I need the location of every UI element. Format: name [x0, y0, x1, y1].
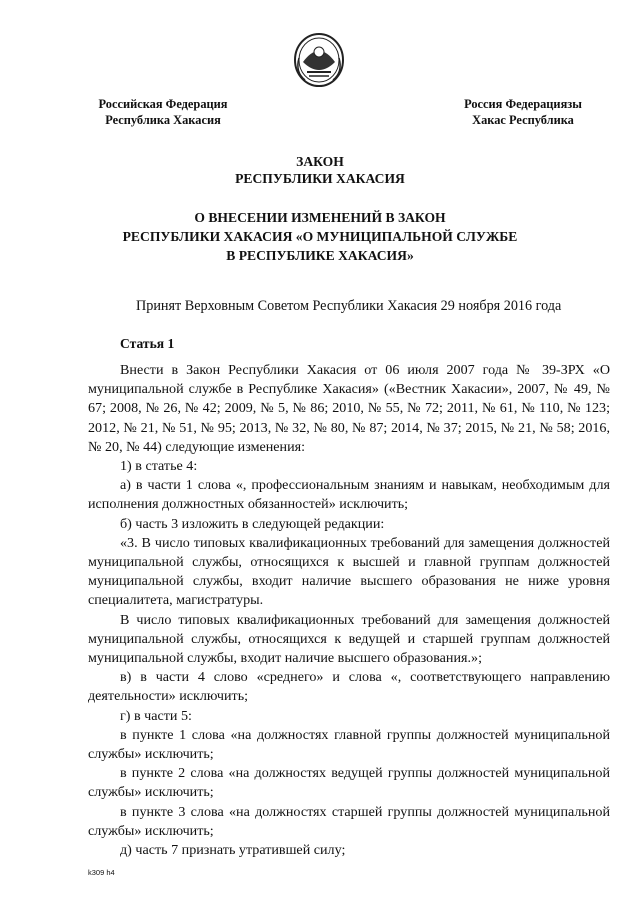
paragraph: в пункте 2 слова «на должностях ведущей группы должностей муниципальной службы» исключить;	[88, 765, 610, 801]
law-label-line2: РЕСПУБЛИКИ ХАКАСИЯ	[235, 171, 405, 186]
law-title-line1: О ВНЕСЕНИИ ИЗМЕНЕНИЙ В ЗАКОН	[194, 210, 446, 225]
paragraph: а) в части 1 слова «, профессиональным знаниям и навыкам, необходимым для исполнения должностных обязанностей» исключить;	[88, 477, 610, 513]
paragraph: 1) в статье 4:	[120, 458, 198, 475]
paragraph: Внести в Закон Республики Хакасия от 06 июля 2007 года № 39-ЗРХ «О муниципальной службе в Республике Хакасия» («Вестник Хакасии», 2007, № 49, № 67; 2008, № 26, № 42; 2009, № 5, № 86; 2010, № 55, № 72; 2011, № 61, № 110, № 123; 2012, № 21, № 51, № 95; 2013, № 32, № 80, № 87; 2014, № 37; 2015, № 21, № 58; 2016, № 20, № 44) следующие изменения:	[88, 362, 610, 455]
header-right	[448, 96, 598, 128]
article-heading: Статья 1	[120, 336, 175, 351]
header-right-republic: Хакас Республика	[472, 113, 574, 127]
header-left	[88, 96, 238, 128]
header-left-republic: Республика Хакасия	[105, 113, 221, 127]
adoption-statement: Принят Верховным Советом Республики Хакасия 29 ноября 2016 года	[136, 298, 562, 314]
law-title-line3: В РЕСПУБЛИКЕ ХАКАСИЯ»	[226, 248, 414, 263]
law-label	[60, 153, 580, 187]
law-label-line1: ЗАКОН	[296, 154, 344, 169]
law-title	[60, 208, 580, 265]
paragraph: «3. В число типовых квалификационных требований для замещения должностей муниципальной службы, относящихся к высшей и главной группам должностей муниципальной службы, входит наличие высшего образования не ниже уровня специалитета, магистратуры.	[88, 534, 610, 609]
document-code: k309 h4	[88, 868, 115, 877]
header-left-country: Российская Федерация	[98, 97, 228, 111]
paragraph: г) в части 5:	[120, 707, 192, 724]
paragraph: д) часть 7 признать утратившей силу;	[120, 842, 346, 859]
law-title-line2: РЕСПУБЛИКИ ХАКАСИЯ «О МУНИЦИПАЛЬНОЙ СЛУЖБЕ	[122, 229, 518, 244]
paragraph: в пункте 3 слова «на должностях старшей группы должностей муниципальной службы» исключить;	[88, 803, 610, 839]
header-right-country: Россия Федерациязы	[464, 97, 582, 111]
paragraph: в) в части 4 слово «среднего» и слова «, соответствующего направлению деятельности» исключить;	[88, 669, 610, 705]
paragraph: В число типовых квалификационных требований для замещения должностей муниципальной службы, относящихся к ведущей и старшей группам должностей муниципальной службы, входит наличие высшего образования.»;	[88, 611, 610, 667]
article-body	[88, 361, 610, 860]
paragraph: б) часть 3 изложить в следующей редакции:	[120, 515, 385, 532]
paragraph: в пункте 1 слова «на должностях главной группы должностей муниципальной службы» исключить;	[88, 726, 610, 763]
coat-of-arms-emblem-icon	[293, 32, 345, 88]
